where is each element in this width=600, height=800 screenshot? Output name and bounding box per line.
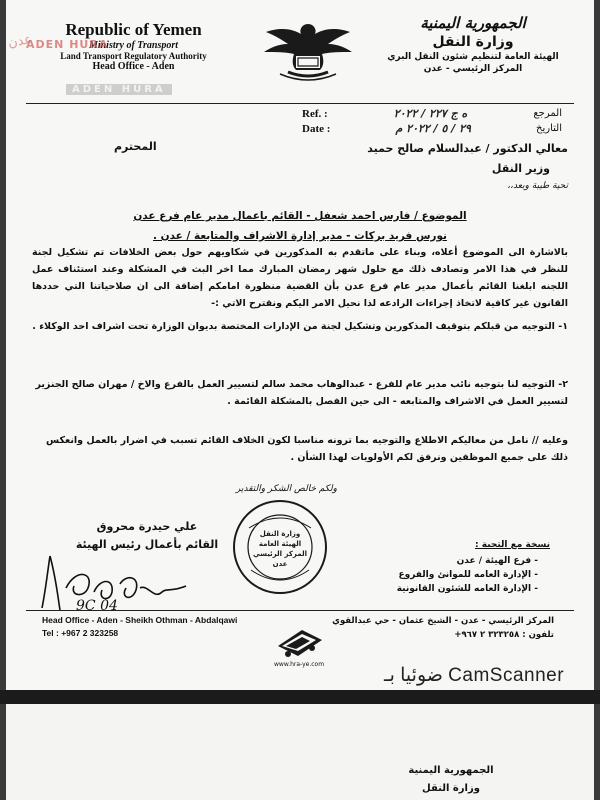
respect-title: المحترم [114,140,157,153]
watermark-logo-text: ADEN HURA [26,38,109,51]
footer-en-address: Head Office - Aden - Sheikh Othman - Abdalqawi [42,615,238,625]
ar-ministry: وزارة النقل [432,34,514,50]
date-value: ٢٩ / ٥ / ٢٠٢٢ م [395,122,471,135]
page2-ministry: وزارة النقل [422,783,480,794]
copies-list [350,538,550,596]
date-label-ar: التاريخ [536,123,562,134]
reference-block [302,106,562,136]
copy-item: - فرع الهيئة / عدن [456,556,538,566]
authority-logo-icon [272,618,328,662]
header-divider [26,103,574,104]
signer-position: القائم بأعمال رئيس الهيئة [75,538,219,551]
subject-line-1: الموضوع / فارس احمد شعفل - القائم باعمال مدير عام فرع عدن [133,210,467,222]
page2-country: الجمهورية اليمنية [408,765,494,776]
footer-website: www.hra-ye.com [274,661,325,668]
subject-line-2: نورس فريد بركات - مدير إدارة الاشراف والمتابعة / عدن . [153,230,447,242]
signer-name: علي حيدرة محروق [96,520,198,533]
closing-line: ولكم خالص الشكر والتقدير [236,484,337,494]
addressee: معالي الدكتور / عبدالسلام صالح حميد [367,142,568,155]
footer-ar-phone: تلفون : ٣٢٣٢٥٨ ٢ ٩٦٧+ [454,630,554,640]
ref-value: ه ج ٢٢٧ / ٢٠٢٢ [393,107,468,120]
proposal-item-2: ٢- التوجيه لنا بتوجيه نائب مدير عام للفرع - عبدالوهاب محمد سالم لتسيير العمل بالفرع والاخ / مهران صالح الجنزير لتسيير العمل في الاشراف والمتابعه - الى حين الفصل بالمشكلة القائمة . [35,379,568,407]
copy-item: - الإدارة العامه للشئون القانونية [396,584,538,594]
ref-label-en: Ref. : [302,107,328,120]
footer-en-phone: Tel : +967 2 323258 [42,628,119,638]
official-stamp-icon [231,498,329,596]
ref-row [302,106,562,121]
handwritten-signature [36,548,196,618]
paragraph-intro: بالاشارة الى الموضوع أعلاه، وبناء على ماتقدم به المذكورين في شكاويهم حول بعض الخلافات تم تشكيل لجنة للنظر في هذا الامر وتصادف ذلك مع حلول شهر رمضان المبارك مما اخر البث في المشكلة وعند استئناف عمل اللجنه ابلغنا القائم بأعمال مدير عام فرع عدن بأن القضية منظورة امامكم إضافة الى ان صلاحياتنا التي حددها القانون غير كافية لاتخاذ إجراءات الرادعه لذا نحيل الامر اليكم ونقترح الاتي :- [32,247,568,309]
letter-page-1 [6,0,594,690]
paragraph-final: وعليه // نامل من معاليكم الاطلاع والتوجيه بما ترونه مناسبا لكون الخلاف القائم تسبب في اضرار بالعمل وانعكس ذلك على جميع الموظفين ونرفق لكم الأولويات لهذا الشأن . [46,435,568,463]
page-gap [0,690,600,704]
stamp-line-1: وزارة النقل [259,530,301,538]
page2-header [396,762,506,798]
subject-block [32,206,568,246]
ar-country: الجمهورية اليمنية [420,14,526,32]
footer-english [42,614,237,640]
ar-authority: الهيئة العامة لتنظيم شئون النقل البري [387,52,559,62]
proposal-item-1: ١- التوجيه من قبلكم بتوقيف المذكورين وتشكيل لجنة من الإدارات المختصة بديوان الوزارة تحت اشراف احد الوكلاء . [32,321,568,332]
footer-divider [26,610,574,611]
stamp-line-4: عدن [272,560,288,568]
greeting: تحية طيبة وبعد،، [507,181,568,191]
addressee-title: وزير النقل [491,162,550,175]
en-office: Head Office - Aden [92,61,175,72]
arabic-letterhead [368,14,578,74]
date-label-en: Date : [302,122,331,135]
ar-office: المركز الرئيسي - عدن [423,64,523,74]
ref-label-ar: المرجع [533,108,562,119]
signature-text: 9C 04 [76,598,118,614]
en-country: Republic of Yemen [65,20,202,39]
copy-item: - الإدارة العامه للموانئ والفروع [398,570,538,580]
stamp-line-2: الهيئة العامة [258,540,302,548]
en-authority: Land Transport Regulatory Authority [60,51,207,61]
stamp-line-3: المركز الرئيسي [252,550,308,558]
watermark-arabic: عدن [6,32,34,51]
footer-ar-address: المركز الرئيسي - عدن - الشيخ عثمان - حي عبدالقوي [332,616,554,626]
eagle-emblem-icon [252,18,364,84]
copies-title: نسخة مع التحية : [475,540,550,550]
date-row [302,121,562,136]
camscanner-watermark: ضوئيا بـ CamScanner [384,665,565,686]
watermark-banner: ADEN HURA [66,84,172,95]
en-ministry: Ministry of Transport [88,40,179,51]
footer-arabic [332,614,554,642]
